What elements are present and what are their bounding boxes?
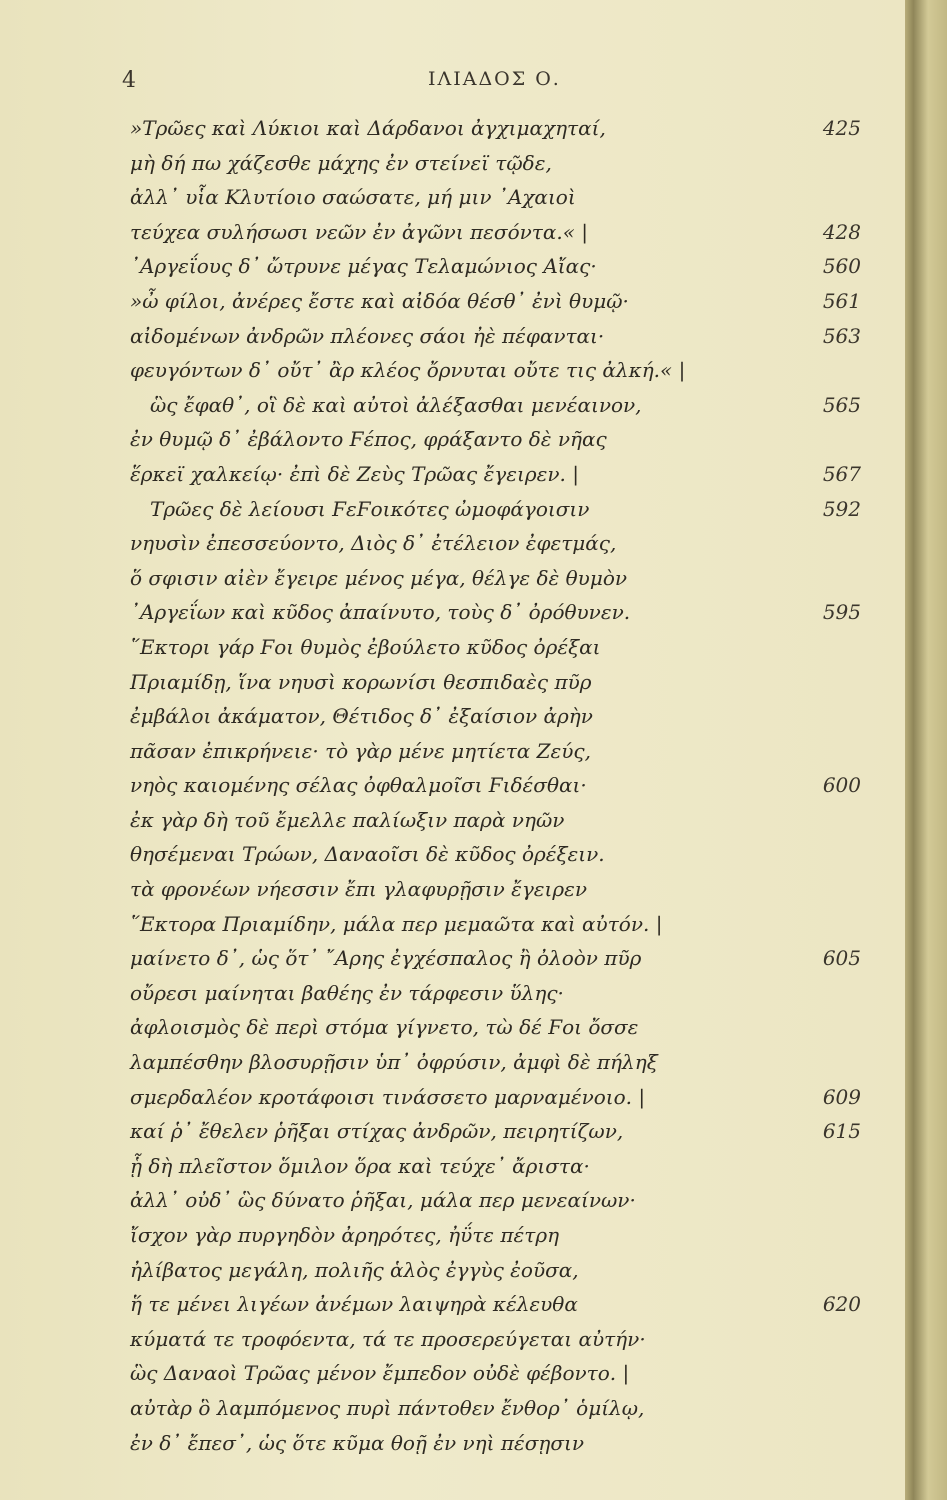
verse-text: Τρῶες δὲ λείουσι ϜεϜοικότες ὠμοφάγοισιν bbox=[150, 496, 590, 521]
verse-line bbox=[0, 1427, 905, 1462]
page-edge bbox=[905, 0, 947, 1500]
verse-text: ῞Εκτορι γάρ Ϝοι θυμὸς ἐβούλετο κῦδος ὀρέξαι bbox=[130, 634, 601, 659]
verse-line bbox=[0, 216, 905, 251]
verse-line bbox=[0, 769, 905, 804]
verse-text: κύματά τε τροφόεντα, τά τε προσερεύγεται αὐτήν· bbox=[130, 1326, 646, 1351]
verse-line bbox=[0, 389, 905, 424]
line-number: 600 bbox=[822, 773, 861, 798]
verse-line bbox=[0, 1081, 905, 1116]
verse-line bbox=[0, 666, 905, 701]
line-number: 428 bbox=[822, 219, 861, 244]
verse-line bbox=[0, 735, 905, 770]
verse-text: ὣς Δαναοὶ Τρῶας μένον ἔμπεδον οὐδὲ φέβοντο. | bbox=[130, 1361, 630, 1386]
verse-line bbox=[0, 285, 905, 320]
verse-text: αἰδομένων ἀνδρῶν πλέονες σάοι ἠὲ πέφανται· bbox=[130, 323, 605, 348]
line-number: 563 bbox=[822, 323, 861, 348]
verse-text: τὰ φρονέων νήεσσιν ἔπι γλαφυρῇσιν ἔγειρεν bbox=[130, 877, 588, 902]
line-number: 605 bbox=[822, 946, 861, 971]
verse-text: ἐμβάλοι ἀκάματον, Θέτιδος δ᾽ ἐξαίσιον ἀρὴν bbox=[130, 704, 593, 729]
verse-text: θησέμεναι Τρώων, Δαναοῖσι δὲ κῦδος ὀρέξειν. bbox=[130, 842, 605, 867]
verse-text: ῞Εκτορα Πριαμίδην, μάλα περ μεμαῶτα καὶ αὐτόν. | bbox=[130, 911, 663, 936]
verse-line bbox=[0, 354, 905, 389]
verse-line bbox=[0, 596, 905, 631]
verse-text: λαμπέσθην βλοσυρῇσιν ὑπ᾽ ὀφρύσιν, ἀμφὶ δὲ πήληξ bbox=[130, 1050, 658, 1075]
running-title: ΙΛΙΑΔΟΣ Ο. bbox=[428, 68, 561, 90]
verse-line bbox=[0, 423, 905, 458]
verse-line bbox=[0, 458, 905, 493]
verse-text: ᾿Αργεΐους δ᾽ ὤτρυνε μέγας Τελαμώνιος Αἴας· bbox=[130, 254, 597, 279]
line-number: 425 bbox=[822, 116, 861, 140]
page-header bbox=[0, 68, 905, 104]
verse-lines bbox=[0, 112, 905, 1461]
verse-text: ἐκ γὰρ δὴ τοῦ ἔμελλε παλίωξιν παρὰ νηῶν bbox=[130, 807, 565, 832]
verse-text: σμερδαλέον κροτάφοισι τινάσσετο μαρναμένοιο. | bbox=[130, 1084, 646, 1109]
verse-text: μὴ δή πω χάζεσθε μάχης ἐν στείνεϊ τῷδε, bbox=[130, 150, 552, 175]
verse-line bbox=[0, 977, 905, 1012]
line-number: 567 bbox=[822, 461, 861, 486]
verse-text: μαίνετο δ᾽, ὡς ὅτ᾽ ῎Αρης ἐγχέσπαλος ἢ ὀλοὸν πῦρ bbox=[130, 946, 642, 971]
verse-text: ἀλλ᾽ υἷα Κλυτίοιο σαώσατε, μή μιν ᾿Αχαιοὶ bbox=[130, 185, 576, 210]
verse-line bbox=[0, 700, 905, 735]
verse-text: ᾿Αργεΐων καὶ κῦδος ἀπαίνυτο, τοὺς δ᾽ ὀρόθυνεν. bbox=[130, 600, 631, 625]
verse-line bbox=[0, 631, 905, 666]
verse-text: ἀλλ᾽ οὐδ᾽ ὣς δύνατο ῥῆξαι, μάλα περ μενεαίνων· bbox=[130, 1188, 636, 1213]
verse-line bbox=[0, 1323, 905, 1358]
verse-line bbox=[0, 320, 905, 355]
verse-text: ᾗ δὴ πλεῖστον ὅμιλον ὅρα καὶ τεύχε᾽ ἄριστα· bbox=[130, 1153, 590, 1178]
line-number: 561 bbox=[822, 288, 861, 313]
verse-line bbox=[0, 527, 905, 562]
line-number: 560 bbox=[822, 254, 861, 279]
verse-line bbox=[0, 1392, 905, 1427]
verse-line bbox=[0, 1046, 905, 1081]
verse-line bbox=[0, 1254, 905, 1289]
verse-line bbox=[0, 838, 905, 873]
verse-line bbox=[0, 562, 905, 597]
verse-text: »ὦ φίλοι, ἀνέρες ἔστε καὶ αἰδόα θέσθ᾽ ἐνὶ θυμῷ· bbox=[130, 288, 629, 313]
verse-text: φευγόντων δ᾽ οὔτ᾽ ἂρ κλέος ὄρνυται οὔτε τις ἀλκή.« | bbox=[130, 358, 686, 383]
verse-text: νηυσὶν ἐπεσσεύοντο, Διὸς δ᾽ ἐτέλειον ἐφετμάς, bbox=[130, 531, 617, 556]
verse-line bbox=[0, 147, 905, 182]
verse-text: ἕρκεϊ χαλκείῳ· ἐπὶ δὲ Ζεὺς Τρῶας ἔγειρεν. | bbox=[130, 461, 579, 486]
verse-text: ἐν θυμῷ δ᾽ ἐβάλοντο Ϝέπος, φράξαντο δὲ νῆας bbox=[130, 427, 607, 452]
verse-text: ἠλίβατος μεγάλη, πολιῆς ἁλὸς ἐγγὺς ἐοῦσα, bbox=[130, 1257, 579, 1282]
verse-text: ἀφλοισμὸς δὲ περὶ στόμα γίγνετο, τὼ δέ Ϝοι ὄσσε bbox=[130, 1015, 639, 1040]
line-number: 609 bbox=[822, 1084, 861, 1109]
verse-line bbox=[0, 873, 905, 908]
verse-text: καί ῥ᾽ ἔθελεν ῥῆξαι στίχας ἀνδρῶν, πειρητίζων, bbox=[130, 1119, 624, 1144]
verse-text: αὐτὰρ ὃ λαμπόμενος πυρὶ πάντοθεν ἔνθορ᾽ ὁμίλῳ, bbox=[130, 1395, 645, 1420]
verse-line bbox=[0, 908, 905, 943]
verse-line bbox=[0, 1150, 905, 1185]
verse-line bbox=[0, 1115, 905, 1150]
line-number: 592 bbox=[822, 496, 861, 521]
line-number: 615 bbox=[822, 1119, 861, 1144]
verse-line bbox=[0, 181, 905, 216]
verse-line bbox=[0, 1011, 905, 1046]
line-number: 620 bbox=[822, 1292, 861, 1317]
verse-line bbox=[0, 1288, 905, 1323]
line-number: 565 bbox=[822, 392, 861, 417]
verse-text: οὔρεσι μαίνηται βαθέης ἐν τάρφεσιν ὕλης· bbox=[130, 980, 564, 1005]
verse-line bbox=[0, 1219, 905, 1254]
verse-text: »Τρῶες καὶ Λύκιοι καὶ Δάρδανοι ἀγχιμαχηταί, bbox=[130, 116, 606, 140]
verse-line bbox=[0, 1184, 905, 1219]
verse-text: Πριαμίδῃ, ἵνα νηυσὶ κορωνίσι θεσπιδαὲς πῦρ bbox=[130, 669, 592, 694]
verse-text: ἥ τε μένει λιγέων ἀνέμων λαιψηρὰ κέλευθα bbox=[130, 1292, 578, 1317]
verse-text: ἐν δ᾽ ἔπεσ᾽, ὡς ὅτε κῦμα θοῇ ἐν νηὶ πέσῃσιν bbox=[130, 1430, 584, 1455]
verse-text: νηὸς καιομένης σέλας ὀφθαλμοῖσι Ϝιδέσθαι· bbox=[130, 773, 587, 798]
verse-line bbox=[0, 1357, 905, 1392]
verse-text: τεύχεα συλήσωσι νεῶν ἐν ἀγῶνι πεσόντα.« | bbox=[130, 219, 589, 244]
line-number: 595 bbox=[822, 600, 861, 625]
verse-text: πᾶσαν ἐπικρήνειε· τὸ γὰρ μένε μητίετα Ζεύς, bbox=[130, 738, 591, 763]
verse-text: ὅ σφισιν αἰὲν ἔγειρε μένος μέγα, θέλγε δὲ θυμὸν bbox=[130, 565, 628, 590]
verse-text: ὣς ἔφαθ᾽, οἳ δὲ καὶ αὐτοὶ ἀλέξασθαι μενέαινον, bbox=[150, 392, 642, 417]
verse-line bbox=[0, 250, 905, 285]
verse-line bbox=[0, 112, 905, 147]
verse-text: ἴσχον γὰρ πυργηδὸν ἀρηρότες, ἠΰτε πέτρη bbox=[130, 1223, 560, 1247]
verse-line bbox=[0, 804, 905, 839]
page-number: 4 bbox=[122, 68, 136, 93]
verse-line bbox=[0, 493, 905, 528]
verse-line bbox=[0, 942, 905, 977]
